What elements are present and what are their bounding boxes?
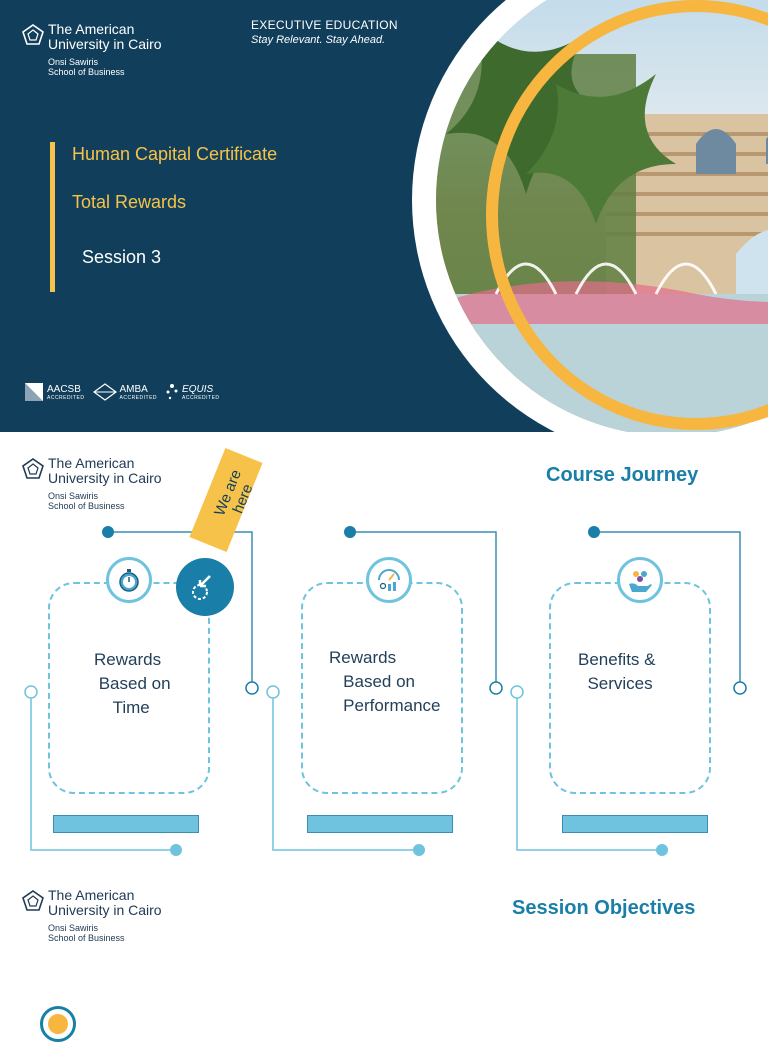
hands-benefits-icon: [617, 557, 663, 603]
aacsb-name: AACSB: [47, 383, 81, 395]
you-are-here-icon: [176, 558, 234, 616]
journey-node-start-2: [344, 526, 356, 538]
logo-line-3: Onsi Sawiris: [48, 491, 99, 501]
card-bar-benefits: [562, 815, 708, 833]
equis-name: EQUIS: [182, 383, 214, 395]
course-journey-title: Course Journey: [546, 464, 699, 486]
logo-line-4: School of Business: [48, 67, 125, 77]
logo-line-1: The American: [48, 887, 135, 903]
logo-line-2: University in Cairo: [48, 36, 162, 52]
auc-logo: [48, 888, 162, 943]
card-label-performance: Rewards Based on Performance: [329, 648, 441, 715]
journey-node-start-1: [102, 526, 114, 538]
aacsb-sub: ACCREDITED: [47, 394, 85, 401]
session-objectives-slide: [0, 864, 768, 1024]
exec-tagline: Stay Relevant. Stay Ahead.: [251, 34, 386, 46]
exec-title: EXECUTIVE EDUCATION: [251, 18, 398, 32]
we-are-here-label: We are here: [211, 467, 257, 519]
stopwatch-icon: [106, 557, 152, 603]
logo-line-4: School of Business: [48, 933, 125, 943]
performance-gauge-icon: [366, 557, 412, 603]
logo-line-1: The American: [48, 455, 135, 471]
logo-line-2: University in Cairo: [48, 470, 162, 486]
card-label-benefits: Benefits & Services: [578, 650, 656, 693]
card-bar-performance: [307, 815, 453, 833]
logo-line-2: University in Cairo: [48, 902, 162, 918]
equis-sub: ACCREDITED: [182, 394, 220, 401]
logo-line-3: Onsi Sawiris: [48, 923, 99, 933]
card-label-time: Rewards Based on Time: [94, 650, 171, 717]
session-objectives-title: Session Objectives: [512, 897, 696, 919]
amba-sub: ACCREDITED: [119, 394, 158, 401]
journey-node-start-3: [588, 526, 600, 538]
logo-line-3: Onsi Sawiris: [48, 57, 99, 67]
auc-emblem-icon: [22, 890, 44, 912]
logo-line-4: School of Business: [48, 501, 125, 511]
card-bar-time: [53, 815, 199, 833]
session-label: Session 3: [82, 247, 162, 267]
program-title: Human Capital Certificate: [72, 144, 278, 164]
course-title: Total Rewards: [72, 192, 187, 212]
logo-line-1: The American: [48, 21, 135, 37]
amba-name: AMBA: [119, 383, 148, 395]
objective-bullet-icon: [40, 1006, 76, 1042]
